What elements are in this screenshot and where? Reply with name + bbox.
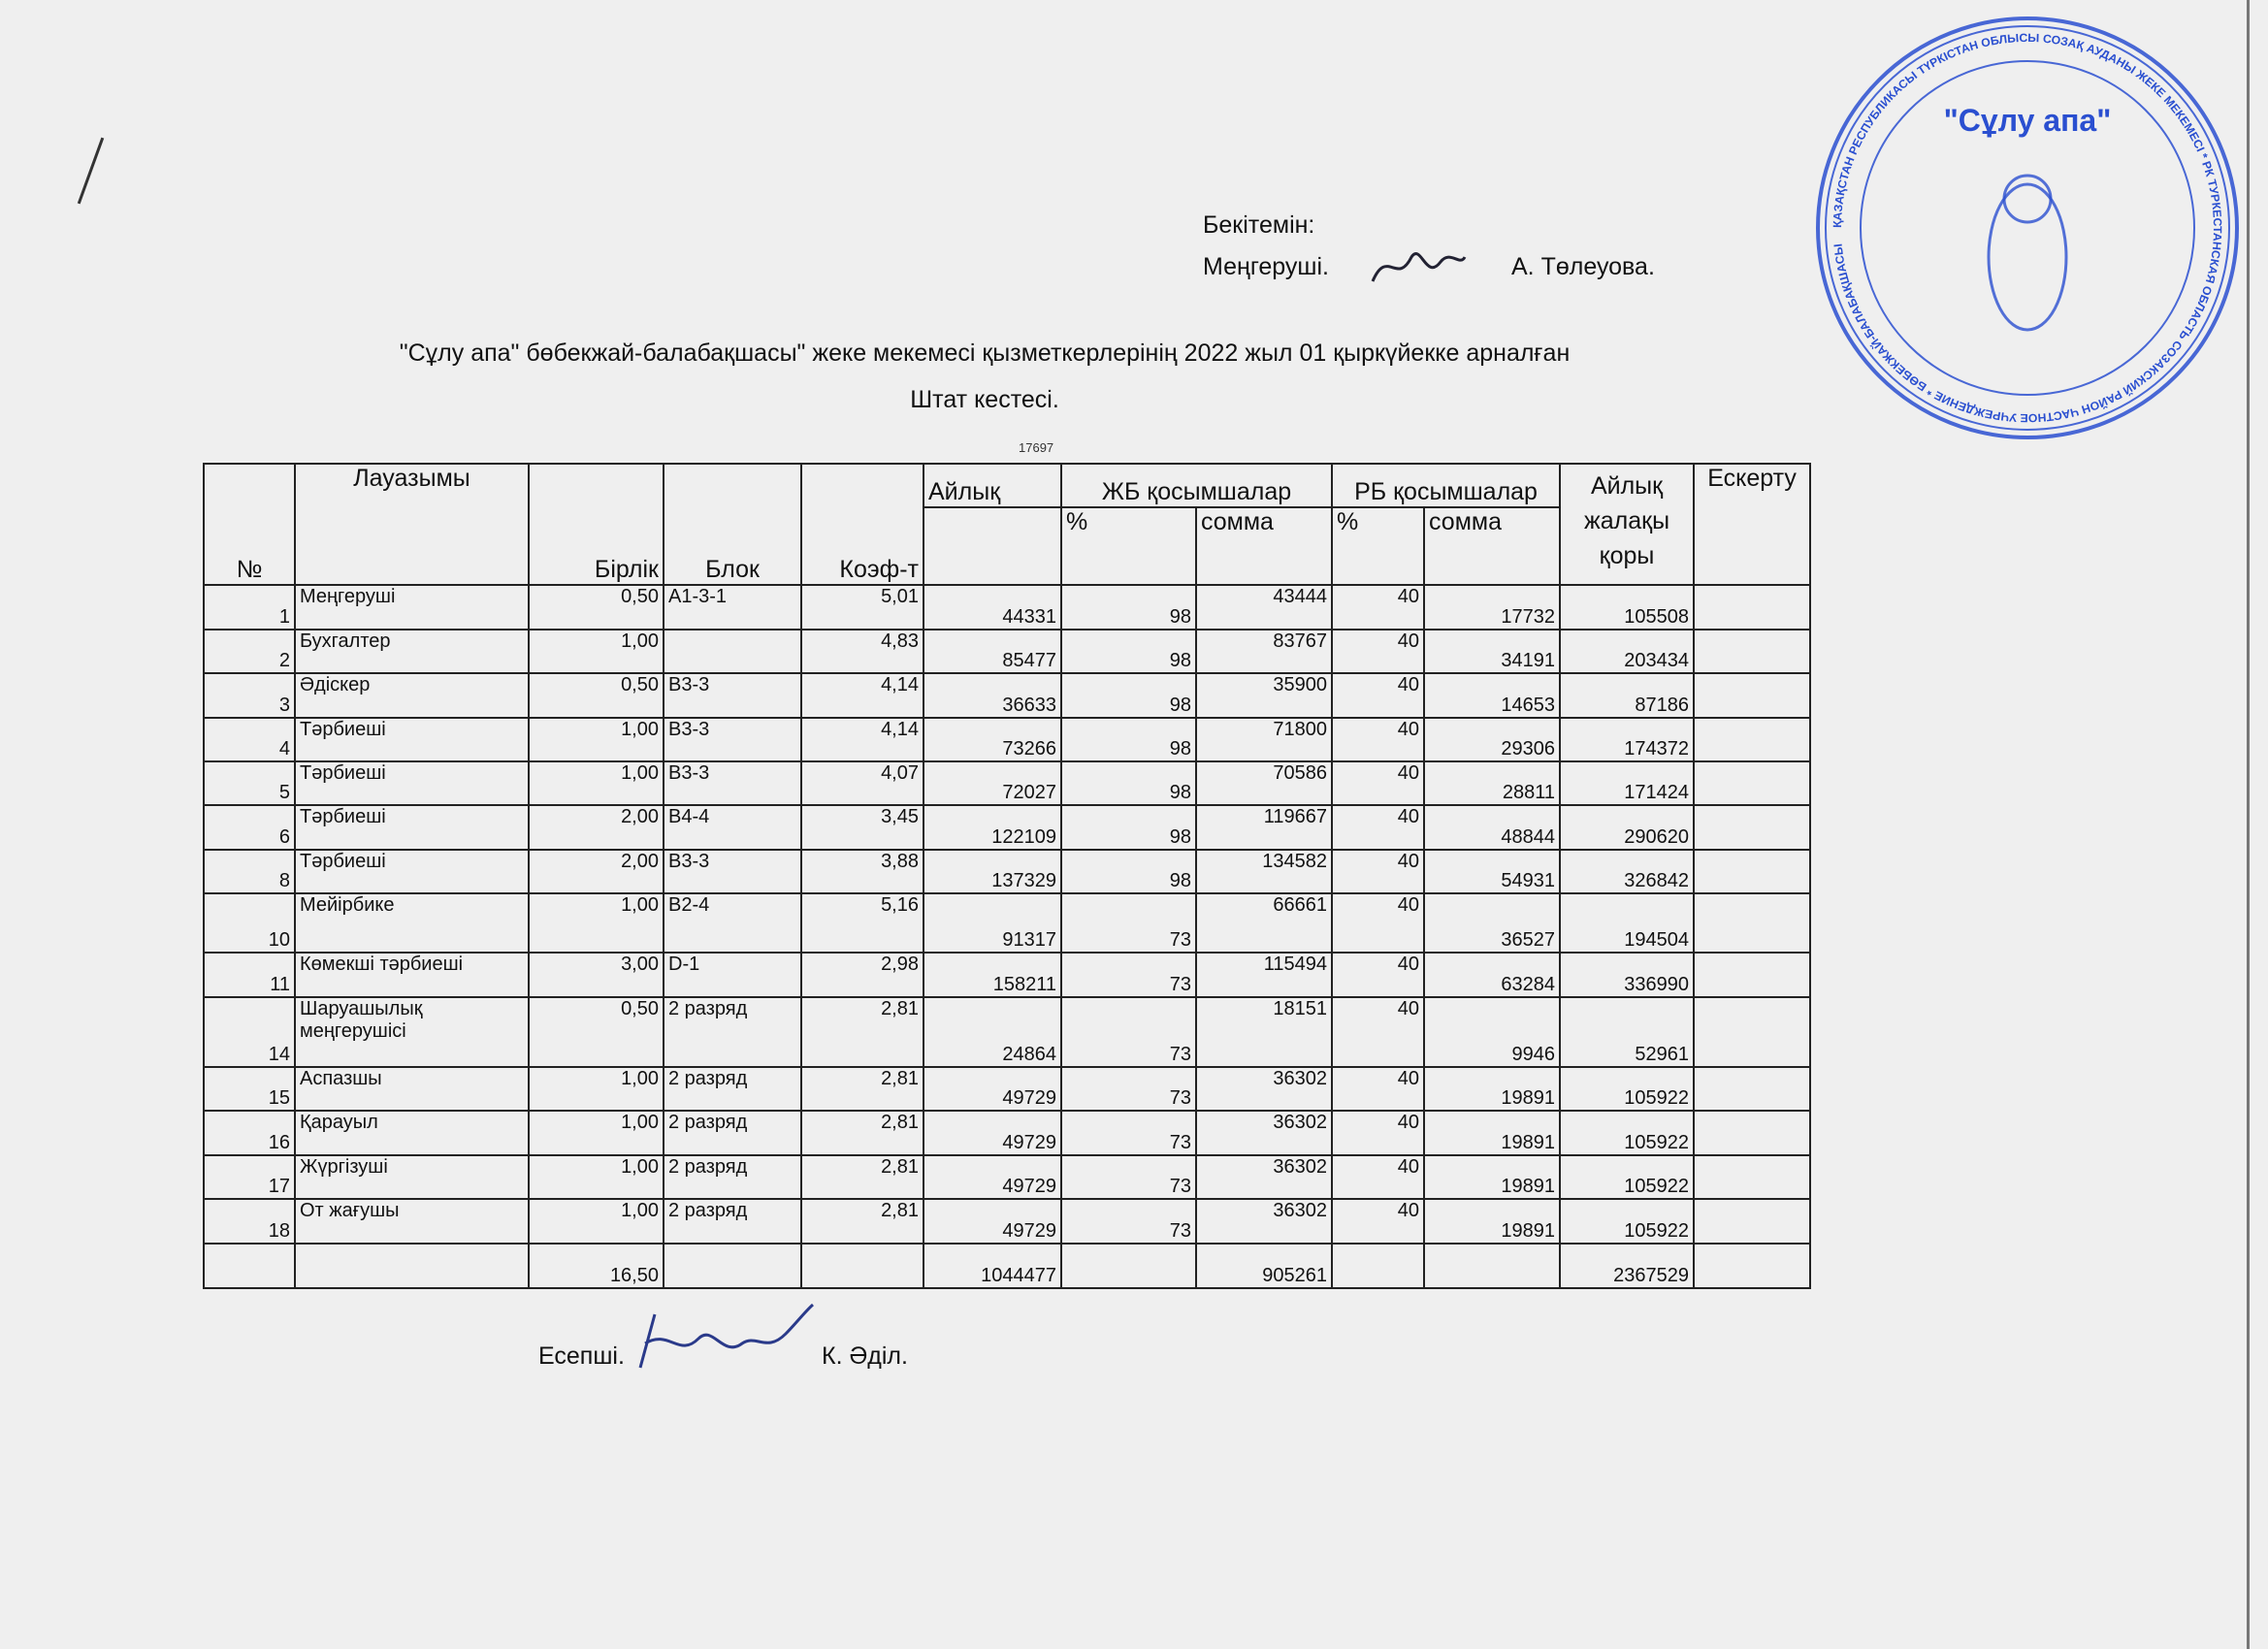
table-row [204,805,1810,850]
cell-note [1694,1155,1810,1199]
cell-fund: 171424 [1560,761,1694,805]
cell-block: В3-3 [664,673,801,718]
cell-jb-sum: 35900 [1196,673,1332,718]
approved-label: Бекітемін: [1203,211,1315,239]
cell-block: 2 разряд [664,1111,801,1155]
document-subtitle: Штат кестесі. [910,386,1059,413]
header-block: Блок [664,464,801,585]
cell-rb-pct: 40 [1332,893,1424,953]
cell-position: Әдіскер [295,673,529,718]
cell-rb-pct: 40 [1332,1155,1424,1199]
cell-unit: 1,00 [529,1199,664,1244]
cell-position: Тәрбиеші [295,718,529,761]
cell-position: Аспазшы [295,1067,529,1111]
cell-block: В3-3 [664,761,801,805]
cell-note [1694,850,1810,893]
total-salary: 1044477 [923,1244,1061,1288]
cell-note [1694,1111,1810,1155]
cell-position: Көмекші тәрбиеші [295,953,529,997]
cell-note [1694,673,1810,718]
cell-position: Меңгеруші [295,585,529,630]
cell-fund: 87186 [1560,673,1694,718]
cell-rb-pct: 40 [1332,718,1424,761]
cell-jb-pct: 98 [1061,718,1196,761]
cell-jb-sum: 36302 [1196,1111,1332,1155]
table-row [204,1111,1810,1155]
cell-coef: 2,98 [801,953,923,997]
cell-rb-pct: 40 [1332,1199,1424,1244]
cell-note [1694,585,1810,630]
cell-block: А1-3-1 [664,585,801,630]
staff-schedule-table [203,463,1811,1289]
header-jb: ЖБ қосымшалар [1061,464,1332,507]
table-row [204,761,1810,805]
cell-position: Шаруашылық меңгерушісі [295,997,529,1067]
cell-note [1694,1067,1810,1111]
cell-jb-sum: 36302 [1196,1199,1332,1244]
cell-jb-pct: 98 [1061,805,1196,850]
cell-block: В2-4 [664,893,801,953]
cell-rb-sum: 9946 [1424,997,1560,1067]
cell-unit: 1,00 [529,718,664,761]
header-no: № [204,464,295,585]
table-row [204,997,1810,1067]
cell-fund: 326842 [1560,850,1694,893]
table-row [204,953,1810,997]
cell-rb-pct: 40 [1332,850,1424,893]
cell-no: 5 [204,761,295,805]
cell-no: 15 [204,1067,295,1111]
cell-jb-pct: 98 [1061,630,1196,673]
cell-rb-sum: 19891 [1424,1111,1560,1155]
cell-rb-pct: 40 [1332,1111,1424,1155]
cell-fund: 203434 [1560,630,1694,673]
cell-position: Тәрбиеші [295,761,529,805]
header-jb-sum: сомма [1196,507,1332,585]
cell-jb-sum: 43444 [1196,585,1332,630]
cell-rb-pct: 40 [1332,997,1424,1067]
cell-coef: 2,81 [801,1111,923,1155]
cell-rb-sum: 17732 [1424,585,1560,630]
cell-rb-sum: 36527 [1424,893,1560,953]
cell-note [1694,761,1810,805]
cell-jb-pct: 98 [1061,673,1196,718]
table-row [204,850,1810,893]
accountant-label: Есепші. [538,1342,625,1370]
cell-no: 17 [204,1155,295,1199]
cell-salary: 49729 [923,1155,1061,1199]
cell-salary: 36633 [923,673,1061,718]
total-fund: 2367529 [1560,1244,1694,1288]
cell-fund: 290620 [1560,805,1694,850]
organization-stamp [1814,15,2241,441]
cell-no: 2 [204,630,295,673]
document-title: "Сұлу апа" бөбекжай-балабақшасы" жеке мекемесі қызметкерлерінің 2022 жыл 01 қыркүйекке арналған [399,340,1571,367]
cell-coef: 4,14 [801,718,923,761]
cell-rb-sum: 34191 [1424,630,1560,673]
cell-rb-sum: 19891 [1424,1155,1560,1199]
cell-unit: 1,00 [529,630,664,673]
table-row [204,673,1810,718]
cell-coef: 2,81 [801,1067,923,1111]
header-fund: Айлық жалақы қоры [1560,464,1694,585]
cell-fund: 194504 [1560,893,1694,953]
cell-rb-pct: 40 [1332,630,1424,673]
cell-rb-pct: 40 [1332,673,1424,718]
cell-note [1694,630,1810,673]
table-row [204,893,1810,953]
stamp-center-text: "Сұлу апа" [1943,103,2112,138]
cell-coef: 4,07 [801,761,923,805]
cell-no: 4 [204,718,295,761]
cell-fund: 105922 [1560,1067,1694,1111]
pen-mark [78,138,104,205]
cell-block: D-1 [664,953,801,997]
cell-note [1694,893,1810,953]
cell-salary: 72027 [923,761,1061,805]
cell-block [664,630,801,673]
cell-rb-sum: 54931 [1424,850,1560,893]
cell-unit: 0,50 [529,585,664,630]
cell-block: В3-3 [664,718,801,761]
cell-jb-sum: 134582 [1196,850,1332,893]
cell-unit: 2,00 [529,850,664,893]
cell-jb-pct: 98 [1061,585,1196,630]
cell-jb-pct: 73 [1061,1067,1196,1111]
cell-jb-sum: 36302 [1196,1067,1332,1111]
director-signature [1368,238,1474,296]
approver-name: А. Төлеуова. [1511,253,1655,280]
accountant-name: К. Әділ. [822,1342,908,1370]
cell-jb-pct: 73 [1061,1155,1196,1199]
cell-block: В4-4 [664,805,801,850]
header-jb-pct: % [1061,507,1196,585]
cell-note [1694,718,1810,761]
cell-fund: 105922 [1560,1111,1694,1155]
cell-note [1694,805,1810,850]
cell-salary: 49729 [923,1199,1061,1244]
cell-jb-pct: 73 [1061,953,1196,997]
cell-block: 2 разряд [664,997,801,1067]
cell-coef: 2,81 [801,1155,923,1199]
total-jb-sum: 905261 [1196,1244,1332,1288]
cell-coef: 2,81 [801,1199,923,1244]
cell-coef: 5,01 [801,585,923,630]
cell-unit: 3,00 [529,953,664,997]
page-edge [2247,0,2250,1649]
cell-coef: 4,14 [801,673,923,718]
cell-block: 2 разряд [664,1067,801,1111]
cell-rb-pct: 40 [1332,805,1424,850]
cell-salary: 44331 [923,585,1061,630]
table-row [204,585,1810,630]
cell-rb-sum: 48844 [1424,805,1560,850]
approver-position: Меңгеруші. [1203,253,1329,280]
cell-note [1694,1199,1810,1244]
table-row [204,1199,1810,1244]
cell-unit: 0,50 [529,997,664,1067]
cell-no: 3 [204,673,295,718]
cell-rb-sum: 63284 [1424,953,1560,997]
cell-jb-pct: 98 [1061,850,1196,893]
document-code: 17697 [1019,440,1054,455]
cell-unit: 1,00 [529,1155,664,1199]
cell-no: 1 [204,585,295,630]
cell-fund: 336990 [1560,953,1694,997]
table-row [204,1155,1810,1199]
cell-position: От жағушы [295,1199,529,1244]
cell-jb-pct: 73 [1061,1111,1196,1155]
header-position: Лауазымы [295,464,529,585]
cell-position: Бухгалтер [295,630,529,673]
cell-unit: 0,50 [529,673,664,718]
cell-unit: 2,00 [529,805,664,850]
cell-coef: 4,83 [801,630,923,673]
cell-no: 10 [204,893,295,953]
cell-position: Тәрбиеші [295,805,529,850]
cell-position: Мейірбике [295,893,529,953]
cell-salary: 137329 [923,850,1061,893]
header-rb-sum: сомма [1424,507,1560,585]
cell-jb-pct: 73 [1061,893,1196,953]
header-note: Ескерту [1694,464,1810,585]
cell-unit: 1,00 [529,1067,664,1111]
cell-jb-pct: 98 [1061,761,1196,805]
cell-rb-pct: 40 [1332,1067,1424,1111]
cell-salary: 49729 [923,1067,1061,1111]
cell-jb-sum: 119667 [1196,805,1332,850]
cell-jb-sum: 18151 [1196,997,1332,1067]
cell-unit: 1,00 [529,1111,664,1155]
cell-salary: 85477 [923,630,1061,673]
cell-fund: 174372 [1560,718,1694,761]
cell-jb-sum: 70586 [1196,761,1332,805]
header-salary: Айлық [923,464,1061,507]
cell-jb-sum: 66661 [1196,893,1332,953]
cell-jb-sum: 115494 [1196,953,1332,997]
cell-position: Жүргізуші [295,1155,529,1199]
cell-rb-pct: 40 [1332,761,1424,805]
cell-salary: 49729 [923,1111,1061,1155]
cell-no: 11 [204,953,295,997]
header-coef: Коэф-т [801,464,923,585]
cell-salary: 24864 [923,997,1061,1067]
cell-coef: 3,45 [801,805,923,850]
cell-fund: 105508 [1560,585,1694,630]
totals-row [204,1244,1810,1288]
cell-no: 18 [204,1199,295,1244]
cell-note [1694,997,1810,1067]
header-rb-pct: % [1332,507,1424,585]
cell-jb-sum: 71800 [1196,718,1332,761]
cell-jb-sum: 36302 [1196,1155,1332,1199]
total-unit: 16,50 [529,1244,664,1288]
cell-no: 6 [204,805,295,850]
cell-position: Тәрбиеші [295,850,529,893]
header-rb: РБ қосымшалар [1332,464,1560,507]
cell-rb-pct: 40 [1332,585,1424,630]
table-row [204,630,1810,673]
cell-jb-pct: 73 [1061,997,1196,1067]
cell-fund: 105922 [1560,1199,1694,1244]
cell-rb-pct: 40 [1332,953,1424,997]
cell-unit: 1,00 [529,761,664,805]
accountant-signature [631,1300,815,1377]
cell-block: 2 разряд [664,1199,801,1244]
cell-salary: 91317 [923,893,1061,953]
cell-note [1694,953,1810,997]
cell-rb-sum: 19891 [1424,1199,1560,1244]
header-unit: Бірлік [529,464,664,585]
header-salary-sub [923,507,1061,585]
cell-fund: 105922 [1560,1155,1694,1199]
cell-rb-sum: 14653 [1424,673,1560,718]
cell-jb-pct: 73 [1061,1199,1196,1244]
cell-rb-sum: 28811 [1424,761,1560,805]
table-row [204,718,1810,761]
cell-block: 2 разряд [664,1155,801,1199]
cell-no: 8 [204,850,295,893]
cell-coef: 3,88 [801,850,923,893]
cell-salary: 73266 [923,718,1061,761]
cell-no: 16 [204,1111,295,1155]
cell-rb-sum: 29306 [1424,718,1560,761]
cell-coef: 5,16 [801,893,923,953]
cell-jb-sum: 83767 [1196,630,1332,673]
stamp-ring-text: ҚАЗАҚСТАН РЕСПУБЛИКАСЫ ТҮРКІСТАН ОБЛЫСЫ СОЗАҚ АУДАНЫ ЖЕКЕ МЕКЕМЕСІ * РК ТУРКЕСТАНСКАЯ ОБЛАСТЬ СОЗАКСКИЙ РАЙОН ЧАСТНОЕ УЧРЕЖДЕНИЕ * БӨБЕКЖАЙ-БАЛАБАҚШАСЫ [1830,30,2225,426]
cell-unit: 1,00 [529,893,664,953]
cell-no: 14 [204,997,295,1067]
cell-rb-sum: 19891 [1424,1067,1560,1111]
cell-block: В3-3 [664,850,801,893]
cell-coef: 2,81 [801,997,923,1067]
cell-salary: 122109 [923,805,1061,850]
cell-position: Қарауыл [295,1111,529,1155]
cell-fund: 52961 [1560,997,1694,1067]
cell-salary: 158211 [923,953,1061,997]
table-row [204,1067,1810,1111]
